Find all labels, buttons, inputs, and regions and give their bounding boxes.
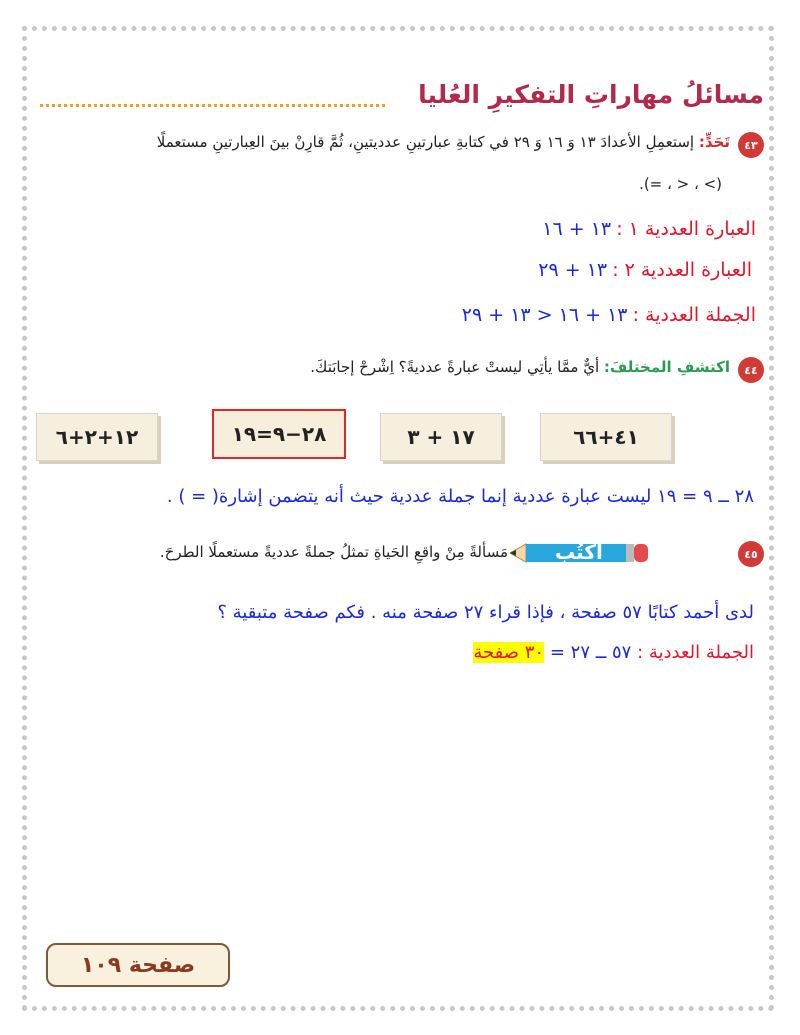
find-odd-keyword: اكتشفِ المختلفَ: xyxy=(603,358,730,376)
answer-value: ١٣ + ٢٩ xyxy=(538,259,608,281)
answer-44: ٢٨ ــ ٩ = ١٩ ليست عبارة عددية إنما جملة عددية حيث أنه يتضمن إشارة( = ) . xyxy=(166,486,754,507)
answer-45-result: ٣٠ صفحة xyxy=(473,642,545,663)
answer-row xyxy=(538,259,752,281)
title-dot-leader xyxy=(40,104,385,107)
question-number-badge: ٤٥ xyxy=(738,541,764,567)
answer-row xyxy=(542,218,756,240)
option-card-selected: ٢٨−٩=١٩ xyxy=(212,409,346,459)
answer-45-expression: ٥٧ ــ ٢٧ = xyxy=(549,642,632,663)
answer-45-label: الجملة العددية : xyxy=(637,642,754,663)
answer-label: الجملة العددية : xyxy=(632,304,756,326)
question-number-badge: ٤٣ xyxy=(738,132,764,158)
answer-label: العبارة العددية ٢ : xyxy=(612,259,752,281)
answer-45-problem: لدى أحمد كتابًا ٥٧ صفحة ، فإذا قراء ٢٧ صفحة منه . فكم صفحة متبقية ؟ xyxy=(217,602,754,623)
option-card: ٤١+٦٦ xyxy=(540,413,672,461)
question-number-badge: ٤٤ xyxy=(738,357,764,383)
question-43-line-1 xyxy=(157,133,730,151)
option-card: ١٧ + ٣ xyxy=(380,413,502,461)
answer-45-sentence xyxy=(473,642,754,663)
question-43-line-2: .(= ، > ، <) xyxy=(639,175,722,193)
question-44-text: أيٌّ ممَّا يأتِي ليستْ عبارةً عدديةً؟ اِشْرحْ إجابَتكَ. xyxy=(310,358,600,376)
write-label: أكتُب xyxy=(555,540,603,564)
answer-value: ١٣ + ١٦ < ١٣ + ٢٩ xyxy=(461,304,628,326)
section-title: مسائلُ مهاراتِ التفكيرِ العُليا xyxy=(418,80,764,109)
question-45-text: مَسألةً مِنْ واقعِ الحَياةِ تمثلُ جملةً عدديةً مستعملًا الطرحَ. xyxy=(159,543,508,561)
question-43-text: إستعمِلِ الأعدادَ ١٣ وَ ١٦ وَ ٢٩ في كتابةِ عبارتينِ عدديتينِ، ثُمَّ قارِنْ بينَ العِبارتينِ مستعملًا xyxy=(156,133,695,151)
answer-label: العبارة العددية ١ : xyxy=(616,218,756,240)
page-border xyxy=(22,26,774,1011)
option-card: ١٢+٢+٦ xyxy=(36,413,158,461)
question-44-line xyxy=(310,358,730,376)
answer-value: ١٣ + ١٦ xyxy=(542,218,612,240)
page-number: صفحة ١٠٩ xyxy=(46,943,230,987)
challenge-keyword: تَحَدٍّ: xyxy=(698,133,730,151)
answer-row xyxy=(462,304,756,326)
